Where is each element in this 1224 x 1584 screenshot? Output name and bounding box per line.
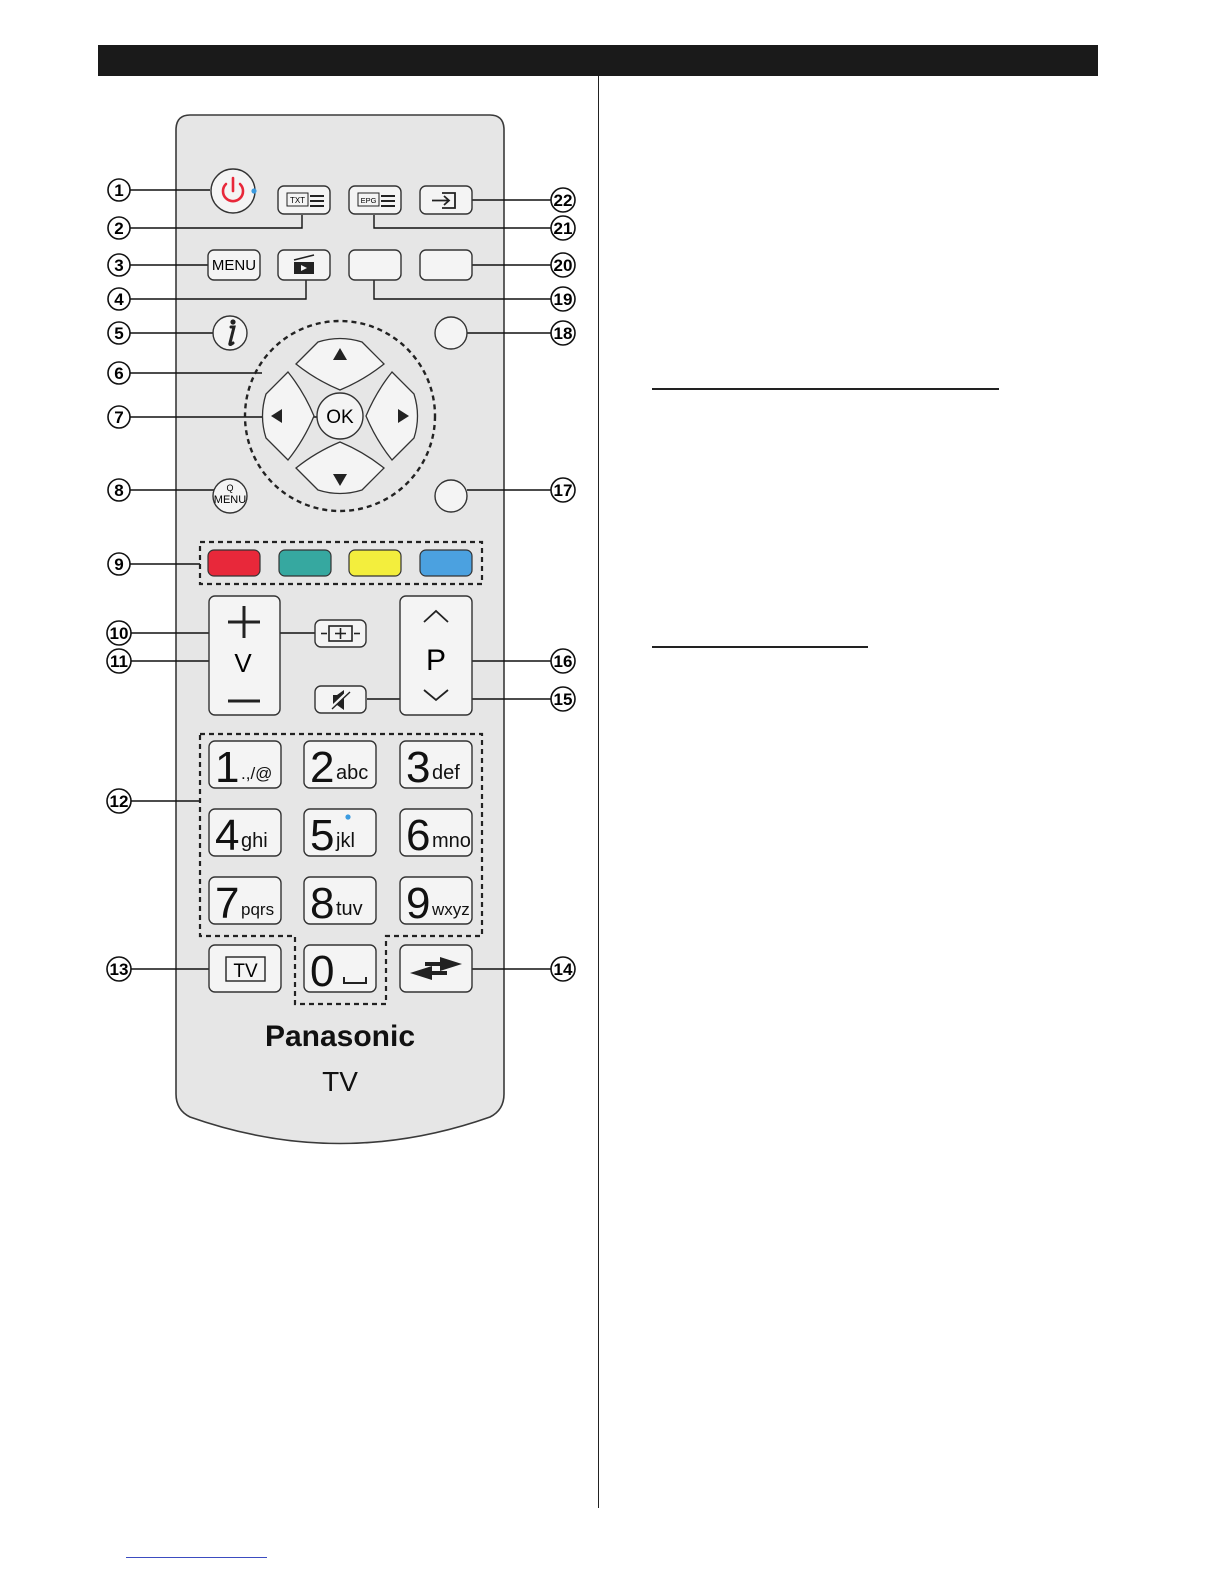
svg-text:18: 18 [553,324,573,343]
number-digit: 7 [215,879,240,928]
svg-text:14: 14 [553,960,573,979]
program-rocker[interactable] [400,596,472,715]
callout-badge-2 [108,217,130,239]
menu-button[interactable] [208,250,260,280]
number-letters: wxyz [432,900,470,919]
number-letters: mno [432,830,471,852]
callout-badge-21 [551,216,575,240]
callout-badge-13 [107,957,131,981]
number-letters: tuv [336,898,363,920]
svg-text:6: 6 [114,364,124,383]
callout-badge-1 [108,179,130,201]
svg-text:21: 21 [553,219,573,238]
blank-round-button-17[interactable] [435,480,467,512]
number-letters: jkl [336,830,355,852]
callout-badge-7 [108,406,130,428]
svg-text:3: 3 [114,256,124,275]
callout-badge-16 [551,649,575,673]
callout-badge-10 [107,621,131,645]
number-letters: ghi [241,830,268,852]
callout-badge-12 [107,789,131,813]
blank-round-button-18[interactable] [435,317,467,349]
callout-badge-19 [551,287,575,311]
volume-rocker[interactable] [209,596,280,715]
callout-badge-18 [551,321,575,345]
number-letters: abc [336,762,369,784]
number-button-2[interactable] [304,741,376,792]
red-button[interactable] [208,550,260,576]
callout-badge-15 [551,687,575,711]
svg-text:17: 17 [553,481,573,500]
tv-button[interactable] [209,945,281,992]
number-digit: 0 [310,947,335,996]
svg-text:8: 8 [114,481,124,500]
number-button-3[interactable] [400,741,472,792]
blank-button-19[interactable] [349,250,401,280]
number-digit: 8 [310,879,335,928]
swap-button[interactable] [400,945,472,992]
number-button-6[interactable] [400,809,472,860]
svg-text:19: 19 [553,290,573,309]
callout-badge-3 [108,254,130,276]
standby-led [251,188,256,193]
blank-button-20[interactable] [420,250,472,280]
svg-text:9: 9 [114,555,124,574]
svg-text:16: 16 [553,652,573,671]
svg-text:TXT: TXT [289,196,306,205]
svg-text:7: 7 [114,408,124,427]
tactile-dot [345,814,350,819]
svg-text:10: 10 [109,624,129,643]
source-button[interactable] [420,186,472,214]
number-button-1[interactable] [209,741,281,792]
info-button[interactable] [213,316,247,350]
svg-text:EPG: EPG [360,196,377,205]
number-digit: 4 [215,811,240,860]
callout-badge-14 [551,957,575,981]
number-digit: 3 [406,743,431,792]
epg-button[interactable] [349,186,401,214]
callout-badge-11 [107,649,131,673]
svg-text:20: 20 [553,256,573,275]
svg-text:4: 4 [114,290,124,309]
number-letters: def [432,762,460,784]
svg-text:OK: OK [326,407,354,428]
callout-badge-9 [108,553,130,575]
number-digit: 1 [215,743,240,792]
mute-button[interactable] [315,686,366,713]
svg-text:P: P [425,644,447,677]
number-button-9[interactable] [400,877,472,928]
callout-badge-22 [551,188,575,212]
callout-badge-6 [108,362,130,384]
svg-text:11: 11 [110,652,128,671]
media-player-button[interactable] [278,250,330,280]
callout-badge-4 [108,288,130,310]
number-letters: .,/@ [241,764,273,783]
brand-logo: Panasonic [264,1020,416,1053]
svg-text:MENU: MENU [211,257,257,274]
yellow-button[interactable] [349,550,401,576]
svg-text:Q: Q [226,483,234,493]
number-button-8[interactable] [304,877,376,928]
svg-text:TV: TV [233,961,258,982]
callout-badge-20 [551,253,575,277]
aspect-button[interactable] [315,620,366,647]
number-digit: 6 [406,811,431,860]
number-digit: 2 [310,743,335,792]
svg-text:1: 1 [114,181,124,200]
ok-button[interactable] [317,393,363,439]
number-button-0[interactable] [304,945,376,996]
model-label: TV [322,1066,358,1097]
svg-text:15: 15 [553,690,573,709]
number-button-7[interactable] [209,877,281,928]
callout-badge-17 [551,478,575,502]
svg-text:13: 13 [109,960,129,979]
callout-badge-5 [108,322,130,344]
number-digit: 5 [310,811,335,860]
teletext-button[interactable] [278,186,330,214]
svg-text:12: 12 [109,792,129,811]
svg-text:5: 5 [114,324,124,343]
svg-text:V: V [234,648,252,678]
callout-badge-8 [108,479,130,501]
number-button-5[interactable] [304,809,376,860]
green-button[interactable] [279,550,331,576]
number-digit: 9 [406,879,431,928]
blue-button[interactable] [420,550,472,576]
number-letters: pqrs [241,900,275,919]
svg-text:2: 2 [114,219,124,238]
number-button-4[interactable] [209,809,281,860]
svg-text:MENU: MENU [213,494,247,506]
quick-menu-button[interactable] [213,479,247,513]
svg-text:22: 22 [553,191,573,210]
